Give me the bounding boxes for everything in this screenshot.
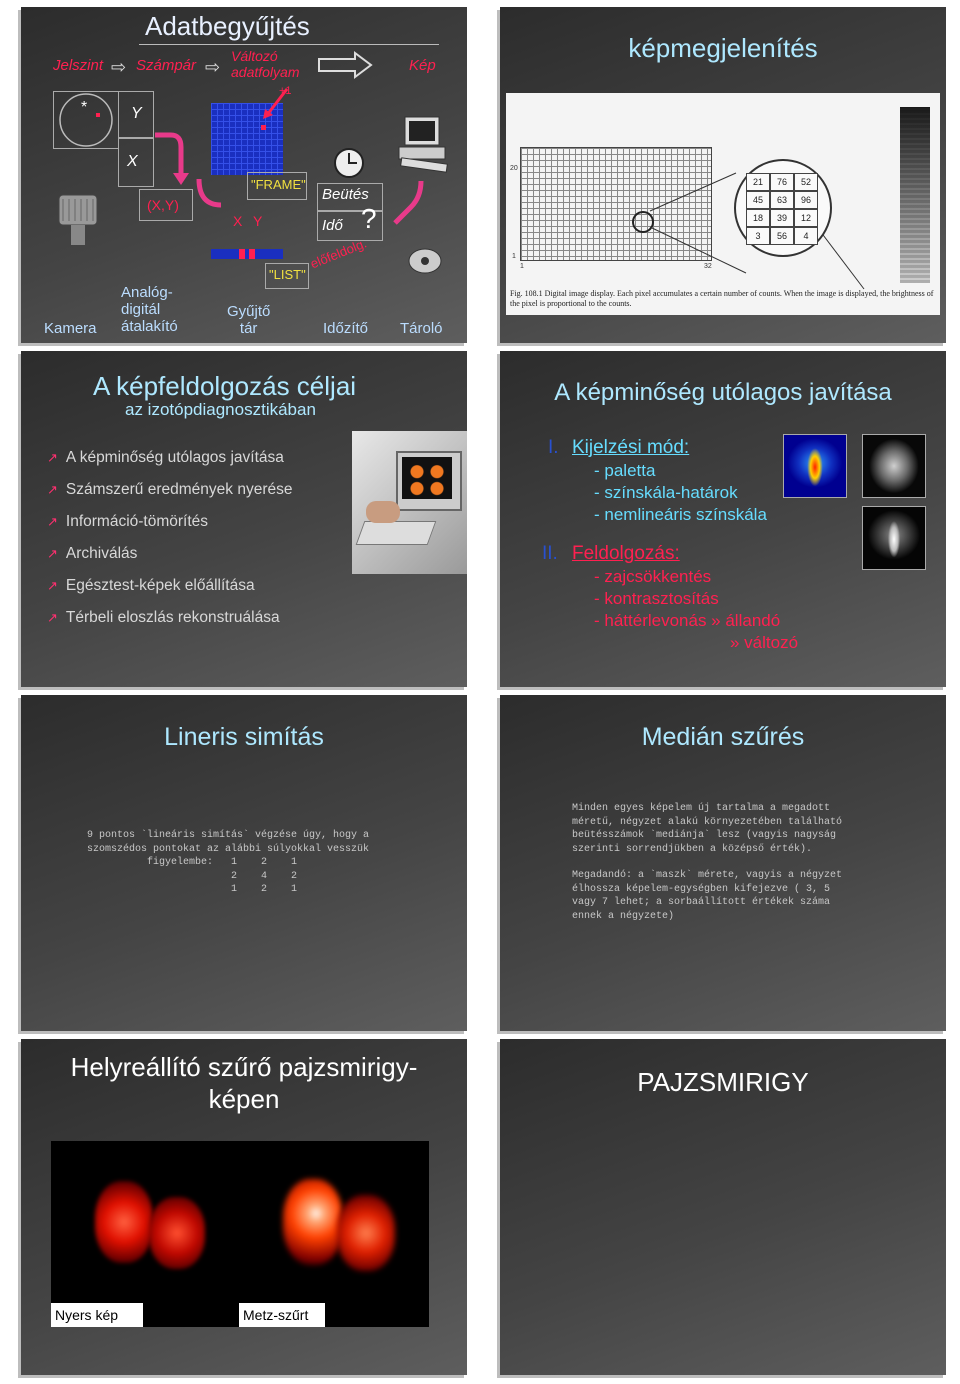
slide-title: Helyreállító szűrő pajzsmirigy- képen bbox=[70, 1052, 418, 1114]
list-label: "LIST" bbox=[269, 267, 306, 282]
title-underline bbox=[139, 44, 439, 45]
sec1-item: - paletta bbox=[594, 461, 656, 480]
sec2-item: - kontrasztosítás bbox=[594, 589, 719, 608]
arrow-bullet-icon: ↗ bbox=[47, 546, 58, 561]
bullet-item: ↗ Archiválás bbox=[47, 545, 138, 562]
label-gyujto: Gyűjtő tár bbox=[227, 303, 271, 337]
label-nyers: Nyers kép bbox=[51, 1303, 143, 1327]
slide-celjai bbox=[21, 351, 467, 687]
slide-pajzsmirigy bbox=[500, 1039, 946, 1375]
arrow-bullet-icon: ↗ bbox=[47, 482, 58, 497]
ido-label: Idő bbox=[322, 217, 343, 234]
n1-label: +1 bbox=[279, 85, 292, 97]
slide-body-1: Minden egyes képelem új tartalma a megadott méretű, négyzet alakú környezetében található beütésszámok `mediánja` lesz (vagyis nagyság szerinti sorrendjükben a középső érték). bbox=[572, 803, 843, 855]
computer-icon bbox=[397, 113, 451, 180]
raw-scan bbox=[55, 1145, 237, 1323]
elofeldolg-label: előfeldolg. bbox=[308, 235, 369, 272]
slide-title: A képfeldolgozás céljai bbox=[93, 371, 357, 401]
zoom-grid-cell: 56 bbox=[770, 227, 794, 245]
workstation-photo bbox=[352, 431, 467, 574]
image-panel bbox=[51, 1141, 429, 1327]
sec1-title: Kijelzési mód: bbox=[572, 437, 690, 458]
sec2-item: - háttérlevonás » állandó bbox=[594, 611, 781, 630]
label-analog: Analóg- digitál átalakító bbox=[121, 284, 178, 335]
list-bar bbox=[211, 249, 283, 259]
y-small: Y bbox=[253, 213, 263, 229]
zoom-grid-cell: 63 bbox=[770, 191, 794, 209]
plus-icon: ÷ bbox=[129, 1299, 137, 1315]
flow-szampar: Számpár bbox=[136, 57, 197, 74]
pink-arrow-icon bbox=[193, 175, 227, 215]
palette-scan-gray2 bbox=[862, 506, 926, 570]
zoom-grid-cell: 21 bbox=[746, 173, 770, 191]
slide-adatbegyujtes bbox=[21, 7, 467, 343]
sec2-num: II. bbox=[542, 543, 558, 564]
slide-lineris bbox=[21, 695, 467, 1031]
zoom-grid-cell: 45 bbox=[746, 191, 770, 209]
figure-caption: Fig. 108.1 Digital image display. Each pixel accumulates a certain number of counts. When the image is displayed, the brightness of the pixel is proportional to the counts. bbox=[510, 289, 934, 308]
flow-kep: Kép bbox=[409, 57, 436, 74]
palette-scan-gray1 bbox=[862, 434, 926, 498]
arrow-icon: ⇨ bbox=[111, 57, 127, 77]
flow-valtozo: Változó adatfolyam bbox=[231, 48, 300, 80]
slide-title: A képminőség utólagos javítása bbox=[554, 379, 892, 406]
axis-1: 1 bbox=[512, 253, 516, 260]
x-label: X bbox=[127, 153, 138, 170]
question-mark: ? bbox=[361, 203, 377, 234]
zoom-grid-cell: 96 bbox=[794, 191, 818, 209]
label-metz: Metz-szűrt bbox=[239, 1303, 325, 1327]
slide-kepmegjelenites bbox=[500, 7, 946, 343]
sec2-item: - zajcsökkentés bbox=[594, 567, 712, 586]
slide-title: PAJZSMIRIGY bbox=[637, 1067, 809, 1097]
zoom-grid bbox=[746, 173, 818, 245]
slide-helyreallito bbox=[21, 1039, 467, 1375]
x-small: X bbox=[233, 213, 243, 229]
filtered-scan bbox=[243, 1145, 425, 1323]
clock-icon bbox=[333, 147, 365, 184]
frame-dot bbox=[261, 125, 266, 130]
sec2-extra: » változó bbox=[730, 633, 799, 652]
bullet-item: ↗ Térbeli eloszlás rekonstruálása bbox=[47, 609, 280, 626]
palette-scan-color bbox=[783, 434, 847, 498]
pink-arrow-icon bbox=[387, 177, 431, 233]
sec1-item: - nemlineáris színskála bbox=[594, 505, 767, 524]
arrow-bullet-icon: ↗ bbox=[47, 610, 58, 625]
zoom-grid-cell: 18 bbox=[746, 209, 770, 227]
zoom-grid-cell: 76 bbox=[770, 173, 794, 191]
arrow-bullet-icon: ↗ bbox=[47, 450, 58, 465]
slide-subtitle: az izotópdiagnosztikában bbox=[125, 400, 316, 419]
star-mark: * bbox=[81, 99, 88, 116]
slide-body-2: Megadandó: a `maszk` mérete, vagyis a négyzet élhossza képelem-egységben kifejezve ( 3, 5 vagy 7 lehet; a sorbaállított értékek száma ennek a négyzete) bbox=[572, 870, 843, 922]
grayscale-bar bbox=[900, 107, 930, 283]
camera-icon bbox=[53, 191, 103, 256]
slide-median bbox=[500, 695, 946, 1031]
zoom-grid-cell: 4 bbox=[794, 227, 818, 245]
zoom-grid-cell: 39 bbox=[770, 209, 794, 227]
arrow-icon: ⇨ bbox=[205, 57, 221, 77]
disk-icon bbox=[407, 247, 443, 280]
zoom-grid-cell: 52 bbox=[794, 173, 818, 191]
y-label: Y bbox=[131, 105, 142, 122]
big-arrow-icon bbox=[317, 51, 373, 84]
slide-title: képmegjelenítés bbox=[628, 33, 818, 63]
red-dot bbox=[96, 113, 100, 117]
bullet-item: ↗ Egésztest-képek előállítása bbox=[47, 577, 255, 594]
zoom-grid-cell: 3 bbox=[746, 227, 770, 245]
arrow-bullet-icon: ↗ bbox=[47, 578, 58, 593]
slide-title: Adatbegyűjtés bbox=[145, 11, 310, 41]
axis-32: 32 bbox=[704, 263, 712, 270]
slide-title: Lineris simítás bbox=[164, 723, 324, 751]
label-kamera: Kamera bbox=[44, 320, 97, 337]
frame-label: "FRAME" bbox=[251, 177, 306, 192]
slide-kepminoseg bbox=[500, 351, 946, 687]
sec1-num: I. bbox=[548, 437, 559, 458]
label-idozito: Időzítő bbox=[323, 320, 369, 337]
arrow-bullet-icon: ↗ bbox=[47, 514, 58, 529]
axis-1b: 1 bbox=[520, 263, 524, 270]
zoom-grid-cell: 12 bbox=[794, 209, 818, 227]
beutes-label: Beütés bbox=[322, 186, 369, 203]
sec1-item: - színskála-határok bbox=[594, 483, 738, 502]
slide-body: 9 pontos `lineáris simítás` végzése úgy, hogy a szomszédos pontokat az alábbi súlyokkal vesszük figyelembe: 1 2 1 2 4 2 1 2 1 bbox=[87, 830, 370, 895]
xy-label: (X,Y) bbox=[147, 197, 179, 213]
axis-20: 20 bbox=[510, 165, 518, 172]
pink-arrow-icon bbox=[151, 127, 191, 187]
flow-jelszint: Jelszint bbox=[53, 57, 104, 74]
label-tarolo: Tároló bbox=[400, 320, 443, 337]
figure-scan bbox=[506, 93, 940, 315]
slide-title: Medián szűrés bbox=[641, 723, 805, 751]
sec2-title: Feldolgozás: bbox=[572, 543, 680, 564]
bullet-item: ↗ Számszerű eredmények nyerése bbox=[47, 481, 293, 498]
bullet-item: ↗ Információ-tömörítés bbox=[47, 513, 209, 530]
bullet-item: ↗ A képminőség utólagos javítása bbox=[47, 449, 284, 466]
plus-icon: ÷ bbox=[317, 1299, 325, 1315]
